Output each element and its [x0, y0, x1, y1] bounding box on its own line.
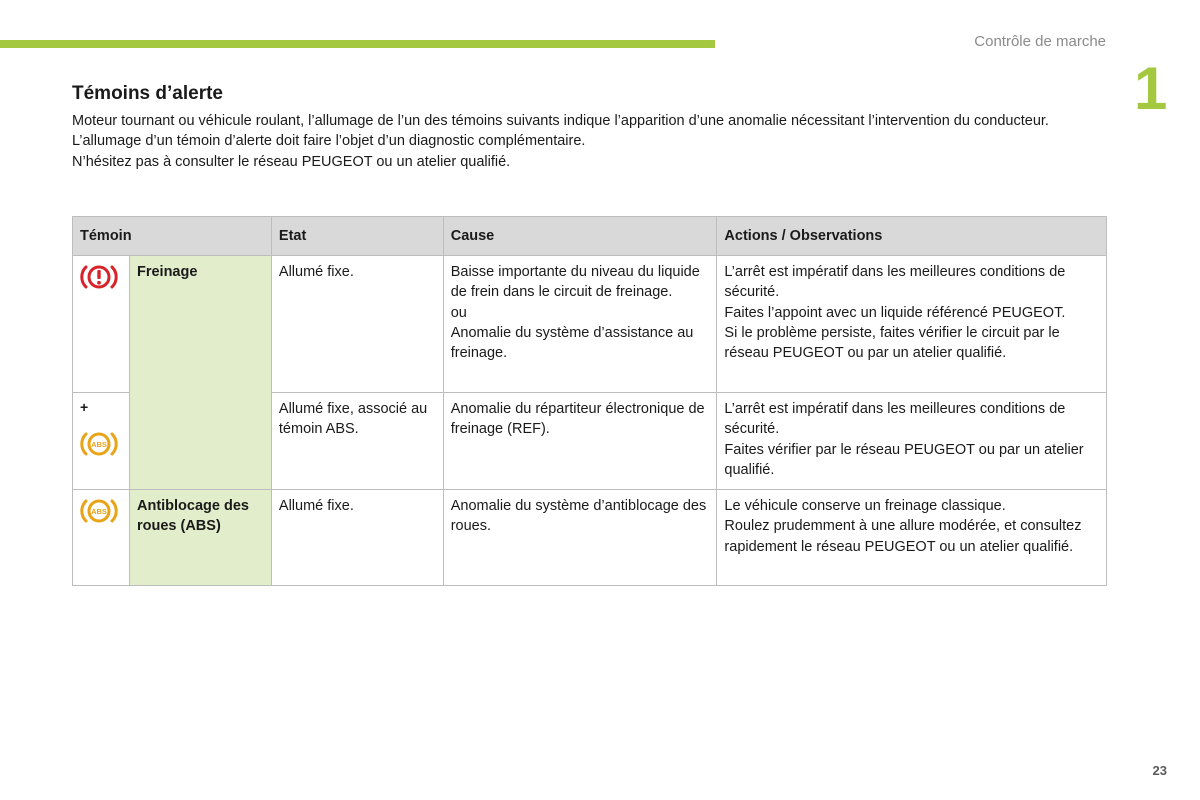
abs-warning-icon: [80, 496, 118, 532]
chapter-number: 1: [1134, 55, 1168, 122]
actions-cell: [717, 256, 1107, 393]
action-line: L’arrêt est impératif dans les meilleures conditions de sécurité.: [724, 401, 1066, 438]
plus-sign: +: [80, 399, 89, 415]
table-header-row: [73, 217, 1107, 256]
cause-line: Anomalie du système d’antiblocage des roues.: [450, 498, 707, 535]
section-title: Contrôle de marche: [974, 33, 1106, 50]
warning-name-abs: Antiblocage des roues (ABS): [129, 490, 271, 586]
action-line: Faites vérifier par le réseau PEUGEOT ou par un atelier qualifié.: [724, 441, 1084, 478]
warning-lights-table: [72, 216, 1107, 586]
action-line: Roulez prudemment à une allure modérée, et consultez rapidement le réseau PEUGEOT ou un atelier qualifié.: [724, 518, 1082, 555]
icon-cell: [73, 490, 130, 586]
cause-line: Baisse importante du niveau du liquide de frein dans le circuit de freinage.: [450, 264, 700, 301]
table-row: [73, 490, 1107, 586]
header-accent-bar: [0, 40, 715, 48]
svg-text:ABS: ABS: [91, 439, 107, 449]
column-header-etat: Etat: [271, 217, 443, 256]
page-heading: Témoins d’alerte: [72, 83, 223, 104]
intro-paragraph: N’hésitez pas à consulter le réseau PEUGEOT ou un atelier qualifié.: [72, 153, 511, 170]
icon-cell: [73, 393, 130, 490]
intro-text: [72, 111, 1062, 172]
cause-cell: [443, 490, 717, 586]
brake-warning-icon: [80, 262, 118, 298]
actions-cell: [717, 393, 1107, 490]
action-line: Si le problème persiste, faites vérifier le circuit par le réseau PEUGEOT ou par un atelier qualifié.: [724, 324, 1060, 362]
cause-cell: [443, 393, 717, 490]
cause-cell: [443, 256, 717, 393]
table-row: [73, 256, 1107, 393]
etat-cell: Allumé fixe, associé au témoin ABS.: [271, 393, 443, 490]
svg-text:ABS: ABS: [91, 506, 107, 516]
intro-paragraph: Moteur tournant ou véhicule roulant, l’allumage de l’un des témoins suivants indique l’apparition d’une anomalie nécessitant l’intervention du conducteur.: [72, 113, 1049, 129]
action-line: Le véhicule conserve un freinage classique.: [724, 498, 1006, 514]
etat-cell: Allumé fixe.: [271, 490, 443, 586]
column-header-cause: Cause: [443, 217, 717, 256]
column-header-actions: Actions / Observations: [717, 217, 1107, 256]
column-header-temoin: Témoin: [73, 217, 272, 256]
intro-paragraph: L’allumage d’un témoin d’alerte doit faire l’objet d’un diagnostic complémentaire.: [72, 133, 586, 150]
page-number: 23: [1152, 763, 1167, 778]
action-line: L’arrêt est impératif dans les meilleures conditions de sécurité.: [724, 264, 1066, 301]
icon-cell: [73, 256, 130, 393]
abs-warning-icon: [80, 429, 118, 465]
action-line: Faites l’appoint avec un liquide référencé PEUGEOT.: [724, 304, 1066, 321]
cause-line: Anomalie du système d’assistance au freinage.: [450, 324, 694, 362]
actions-cell: [717, 490, 1107, 586]
cause-line: ou: [450, 304, 467, 321]
warning-name-freinage: Freinage: [129, 256, 271, 490]
etat-cell: Allumé fixe.: [271, 256, 443, 393]
cause-line: Anomalie du répartiteur électronique de freinage (REF).: [450, 401, 705, 438]
